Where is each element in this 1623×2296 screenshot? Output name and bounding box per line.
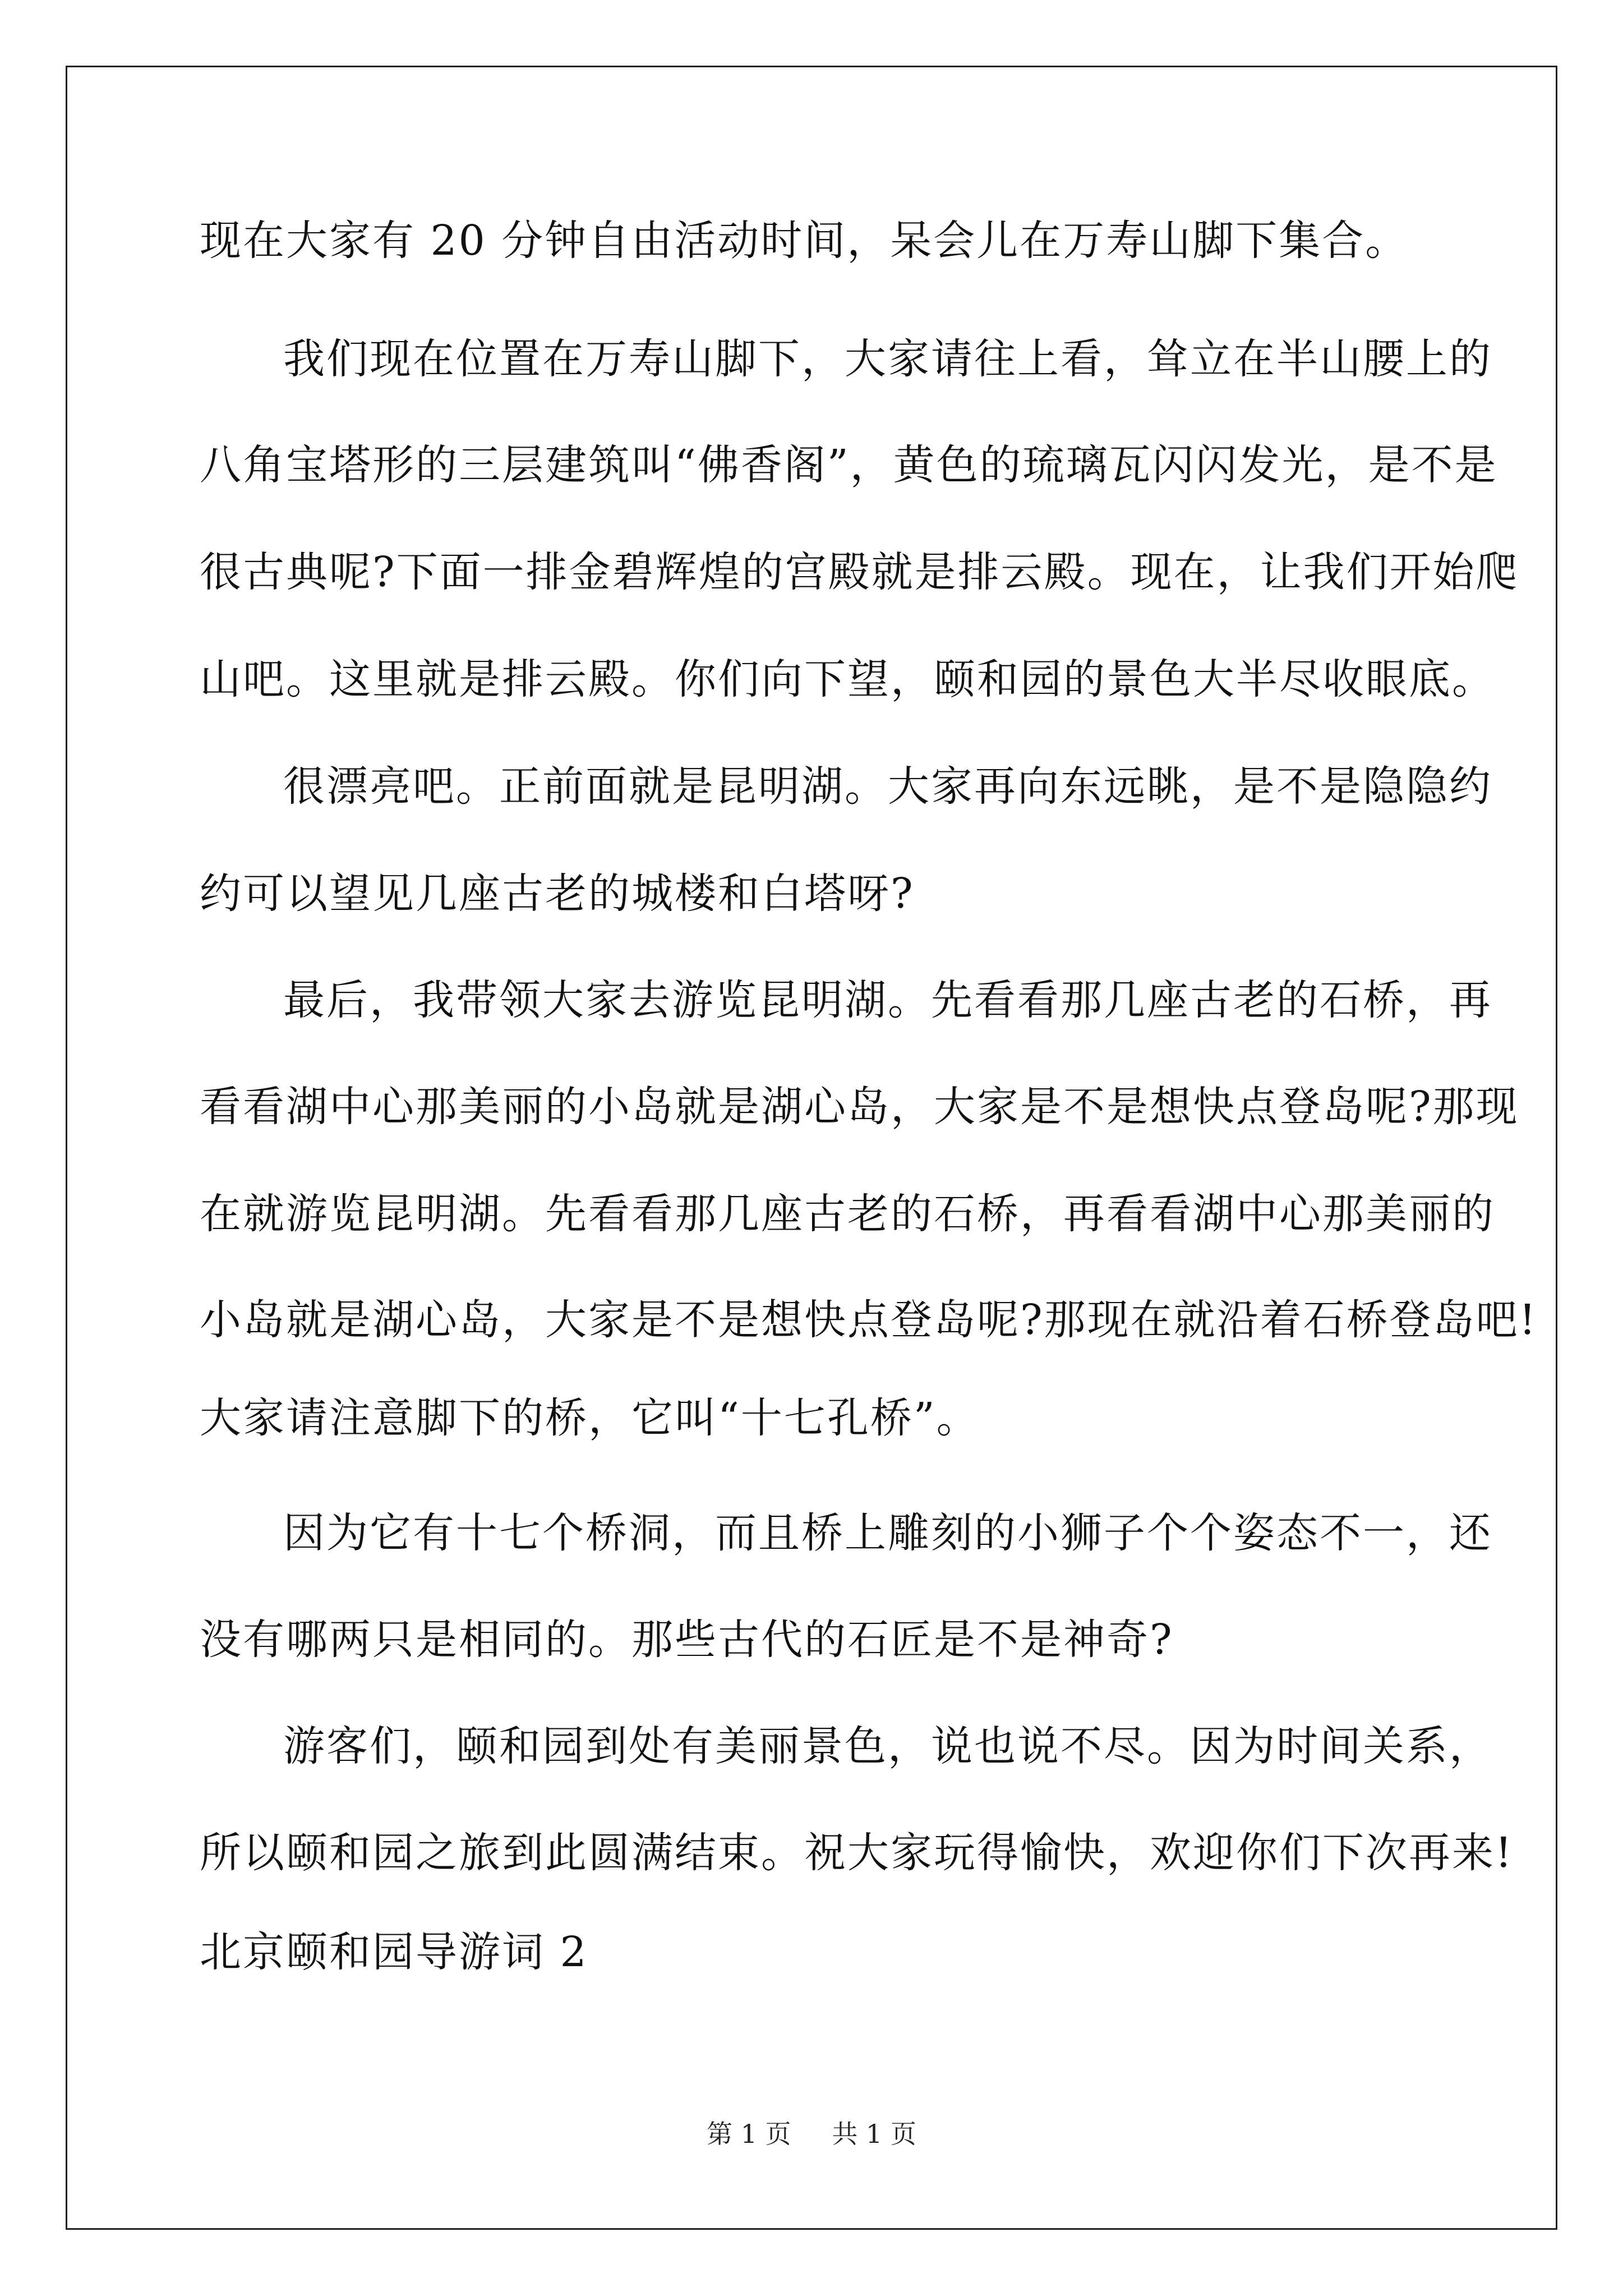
text-line: 很漂亮吧。正前面就是昆明湖。大家再向东远眺，是不是隐隐约: [283, 762, 1492, 811]
text-line: 最后，我带领大家去游览昆明湖。先看看那几座古老的石桥，再: [283, 976, 1492, 1024]
text-line: 约可以望见几座古老的城楼和白塔呀?: [200, 869, 915, 918]
text-line: 因为它有十七个桥洞，而且桥上雕刻的小狮子个个姿态不一，还: [283, 1509, 1492, 1557]
text-line: 很古典呢?下面一排金碧辉煌的宫殿就是排云殿。现在，让我们开始爬: [200, 548, 1519, 596]
text-line: 大家请注意脚下的桥，它叫“十七孔桥”。: [200, 1394, 980, 1442]
page-footer: [0, 2118, 1623, 2150]
text-line: 在就游览昆明湖。先看看那几座古老的石桥，再看看湖中心那美丽的: [200, 1190, 1495, 1238]
text-line: 没有哪两只是相同的。那些古代的石匠是不是神奇?: [200, 1616, 1174, 1664]
text-line: 小岛就是湖心岛，大家是不是想快点登岛呢?那现在就沿着石桥登岛吧!: [200, 1296, 1538, 1344]
text-line: 山吧。这里就是排云殿。你们向下望，颐和园的景色大半尽收眼底。: [200, 655, 1495, 703]
text-line: 所以颐和园之旅到此圆满结束。祝大家玩得愉快，欢迎你们下次再来!: [200, 1829, 1514, 1877]
page-total: 共 1 页: [832, 2119, 916, 2149]
text-line: 八角宝塔形的三层建筑叫“佛香阁”，黄色的琉璃瓦闪闪发光，是不是: [200, 441, 1498, 489]
text-line: 我们现在位置在万寿山脚下，大家请往上看，耸立在半山腰上的: [283, 335, 1492, 383]
page-number: 第 1 页: [707, 2119, 791, 2149]
section-heading: 北京颐和园导游词 2: [200, 1928, 588, 1976]
text-line: 现在大家有 20 分钟自由活动时间，呆会儿在万寿山脚下集合。: [200, 217, 1409, 265]
text-line: 游客们，颐和园到处有美丽景色，说也说不尽。因为时间关系，: [283, 1722, 1492, 1770]
page-border: [66, 66, 1557, 2230]
text-line: 看看湖中心那美丽的小岛就是湖心岛，大家是不是想快点登岛呢?那现: [200, 1083, 1519, 1131]
